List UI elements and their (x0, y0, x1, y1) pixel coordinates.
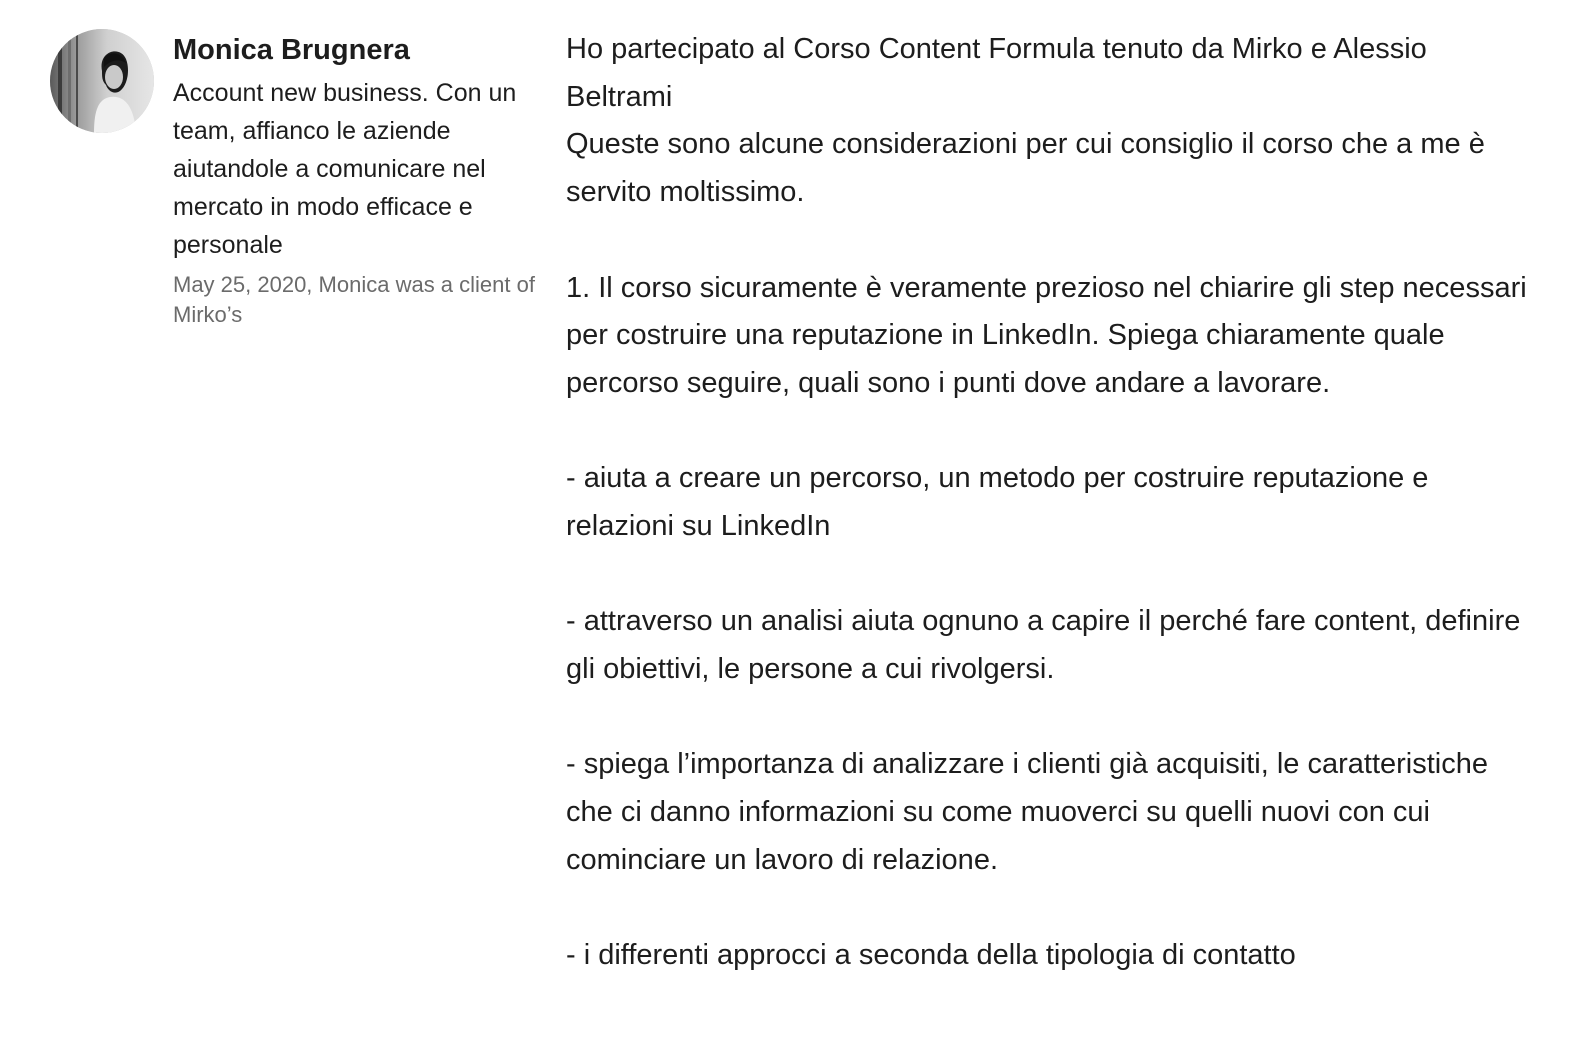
recommendation-paragraph: - aiuta a creare un percorso, un metodo per costruire reputazione e relazioni su LinkedIn (566, 462, 1429, 542)
recommendation-text (566, 26, 1541, 980)
reviewer-name[interactable]: Monica Brugnera (173, 34, 410, 66)
recommendation-paragraph: 1. Il corso sicuramente è veramente prezioso nel chiarire gli step necessari per costruire una reputazione in LinkedIn. Spiega chiaramente quale percorso seguire, quali sono i punti dove andare a lavorare. (566, 271, 1527, 399)
reviewer-headline: Account new business. Con un team, affianco le aziende aiutandole a comunicare nel mercato in modo efficace e personale (173, 79, 517, 259)
recommendation-paragraph: - spiega l’importanza di analizzare i clienti già acquisiti, le caratteristiche che ci danno informazioni su come muoverci su quelli nuovi con cui cominciare un lavoro di relazione. (566, 748, 1488, 876)
person-photo-icon (50, 29, 154, 133)
recommendation-meta: May 25, 2020, Monica was a client of Mirko’s (173, 272, 535, 327)
recommendation-paragraph: - attraverso un analisi aiuta ognuno a capire il perché fare content, definire gli obiettivi, le persone a cui rivolgersi. (566, 605, 1521, 686)
recommendation-paragraph: Ho partecipato al Corso Content Formula tenuto da Mirko e Alessio Beltrami (566, 33, 1427, 113)
recommendation-paragraph: - i differenti approcci a seconda della tipologia di contatto (566, 939, 1296, 972)
reviewer-info (173, 30, 543, 330)
recommendation-paragraph: Queste sono alcune considerazioni per cui consiglio il corso che a me è servito moltissimo. (566, 128, 1485, 209)
reviewer-avatar[interactable] (50, 29, 154, 133)
